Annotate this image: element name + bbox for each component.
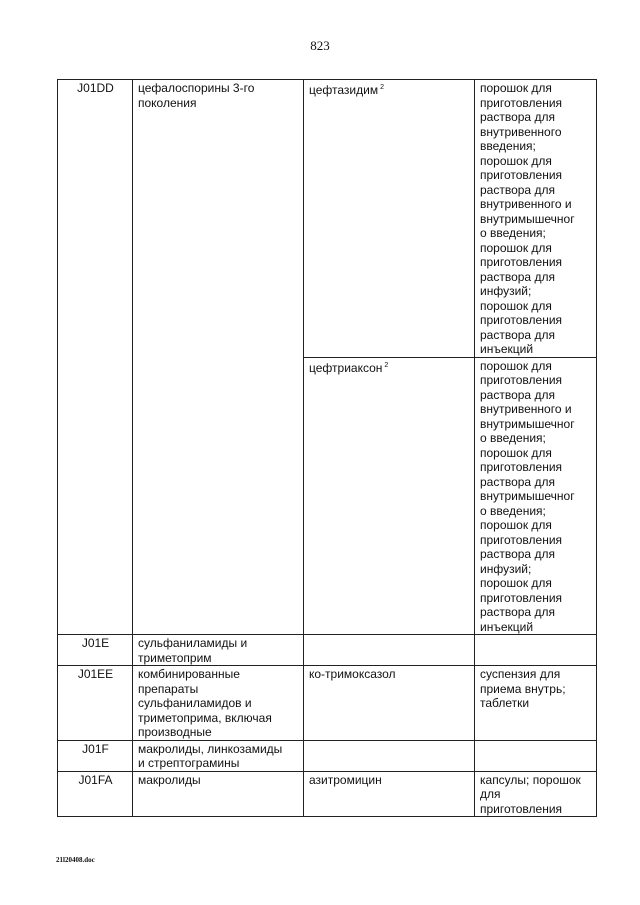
atc-code: J01F	[58, 740, 133, 771]
drug-name-text: цефтриаксон	[309, 360, 383, 375]
drug-name: азитромицин	[304, 771, 475, 817]
form-line: порошок для	[480, 298, 552, 313]
form-line: раствора для	[480, 182, 555, 197]
table-row	[58, 666, 597, 741]
group-line: и стрептограмины	[138, 756, 240, 770]
dosage-form	[475, 771, 597, 817]
group-line: сульфаниламидов и	[138, 696, 252, 710]
form-line: внутримышечног	[480, 489, 575, 503]
dosage-form	[475, 80, 597, 358]
group-line: сульфаниламиды и	[138, 636, 248, 650]
form-line: внутримышечног	[480, 416, 575, 431]
form-line: раствора для	[480, 110, 555, 124]
form-line: раствора для	[480, 474, 555, 489]
drug-name: ко-тримоксазол	[304, 666, 475, 741]
table-row	[58, 771, 597, 817]
form-line: приготовления	[480, 168, 563, 182]
dosage-form	[475, 357, 597, 635]
footnote-mark: 2	[384, 361, 389, 369]
dosage-form	[475, 740, 597, 771]
form-line: инфузий;	[480, 284, 532, 298]
dosage-form	[475, 666, 597, 741]
dosage-form	[475, 635, 597, 666]
drug-name	[304, 357, 475, 635]
form-line: инъекций	[480, 619, 534, 634]
footer-filename: 21l20408.doc	[56, 856, 95, 864]
form-line: раствора для	[480, 547, 555, 561]
form-line: раствора для	[480, 387, 555, 402]
form-line: суспензия для	[480, 667, 561, 681]
form-line: таблетки	[480, 696, 530, 710]
form-line: внутривенного	[480, 124, 562, 139]
form-line: порошок для	[480, 153, 552, 168]
group-line: макролиды	[138, 772, 201, 787]
form-line: для	[480, 787, 501, 801]
form-line: порошок для	[480, 81, 552, 95]
form-line: приготовления	[480, 373, 563, 387]
table-row	[58, 80, 597, 358]
form-line: порошок для	[480, 518, 552, 532]
form-line: о введения;	[480, 431, 546, 445]
drug-name	[304, 635, 475, 666]
drug-classification-table	[57, 79, 597, 817]
form-line: раствора для	[480, 327, 555, 342]
form-line: о введения;	[480, 503, 546, 518]
atc-code: J01DD	[58, 80, 133, 635]
form-line: приготовления	[480, 313, 563, 327]
page-number: 823	[310, 38, 330, 53]
group-line: препараты	[138, 681, 199, 696]
drug-name	[304, 80, 475, 358]
form-line: капсулы; порошок	[480, 772, 581, 787]
group-name	[133, 80, 304, 635]
form-line: инъекций	[480, 342, 534, 356]
table-row	[58, 740, 597, 771]
form-line: приготовления	[480, 95, 563, 110]
form-line: порошок для	[480, 358, 552, 373]
form-line: приема внутрь;	[480, 681, 566, 696]
form-line: введения;	[480, 139, 536, 153]
atc-code: J01E	[58, 635, 133, 666]
atc-code: J01EE	[58, 666, 133, 741]
form-line: внутривенного и	[480, 197, 572, 211]
form-line: приготовления	[480, 801, 563, 816]
form-line: о введения;	[480, 226, 546, 240]
form-line: порошок для	[480, 240, 552, 255]
group-line: триметоприм	[138, 650, 212, 665]
form-line: порошок для	[480, 445, 552, 460]
group-line: поколения	[138, 95, 197, 110]
group-line: цефалоспорины 3-го	[138, 81, 255, 95]
group-line: триметоприма, включая	[138, 710, 272, 725]
form-line: приготовления	[480, 532, 563, 547]
form-line: приготовления	[480, 460, 563, 474]
drug-name-text: цефтазидим	[309, 83, 379, 97]
form-line: внутривенного и	[480, 402, 572, 416]
form-line: инфузий;	[480, 561, 532, 576]
form-line: раствора для	[480, 269, 555, 284]
form-line: приготовления	[480, 255, 563, 269]
group-name	[133, 771, 304, 817]
group-line: производные	[138, 725, 212, 739]
form-line: порошок для	[480, 576, 552, 590]
group-name	[133, 666, 304, 741]
form-line: раствора для	[480, 605, 555, 619]
group-line: макролиды, линкозамиды	[138, 741, 283, 756]
table-row	[58, 635, 597, 666]
group-line: комбинированные	[138, 667, 240, 681]
group-name	[133, 740, 304, 771]
footnote-mark: 2	[380, 84, 384, 91]
form-line: приготовления	[480, 590, 563, 605]
group-name	[133, 635, 304, 666]
atc-code: J01FA	[58, 771, 133, 817]
drug-name	[304, 740, 475, 771]
form-line: внутримышечног	[480, 211, 575, 226]
